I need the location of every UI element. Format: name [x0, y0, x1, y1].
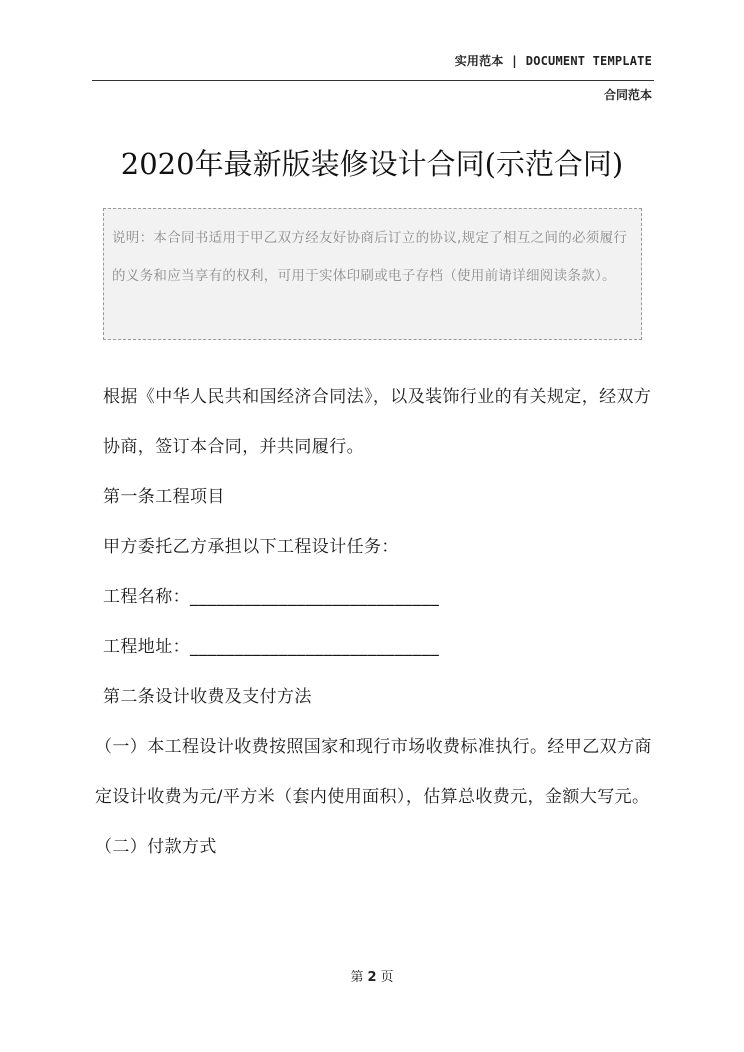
header-category: 合同范本: [603, 88, 652, 102]
project-name-line: 工程名称：____________________________: [103, 587, 440, 607]
clause-2-item-1: （一）本工程设计收费按照国家和现行市场收费标准执行。经甲乙双方商定设计收费为元/平方米（套内使用面积），估算总收费元，金额大写元。: [95, 737, 652, 807]
usage-note-box: [103, 208, 642, 340]
clause-1-intro: 甲方委托乙方承担以下工程设计任务：: [103, 537, 399, 557]
footer-suffix: 页: [380, 970, 394, 985]
clause-2-item-2: （二）付款方式: [95, 837, 217, 857]
document-body: [95, 372, 663, 872]
page-footer: [0, 966, 744, 985]
usage-note-text: 说明：本合同书适用于甲乙双方经友好协商后订立的协议,规定了相互之间的必须履行的义务和应当享有的权利，可用于实体印刷或电子存档（使用前请详细阅读条款）。: [112, 230, 628, 284]
clause-1-heading: 第一条工程项目: [103, 487, 225, 507]
footer-prefix: 第: [350, 970, 364, 985]
page-number: 2: [367, 970, 377, 985]
preamble-paragraph: 根据《中华人民共和国经济合同法》，以及装饰行业的有关规定，经双方协商，签订本合同，并共同履行。: [103, 387, 652, 457]
header-document-label: 实用范本 | DOCUMENT TEMPLATE: [454, 54, 652, 68]
project-address-line: 工程地址：____________________________: [103, 637, 440, 657]
clause-2-heading: 第二条设计收费及支付方法: [103, 687, 312, 707]
page-title: 2020年最新版装修设计合同(示范合同): [120, 147, 624, 181]
header-divider: [92, 80, 654, 81]
